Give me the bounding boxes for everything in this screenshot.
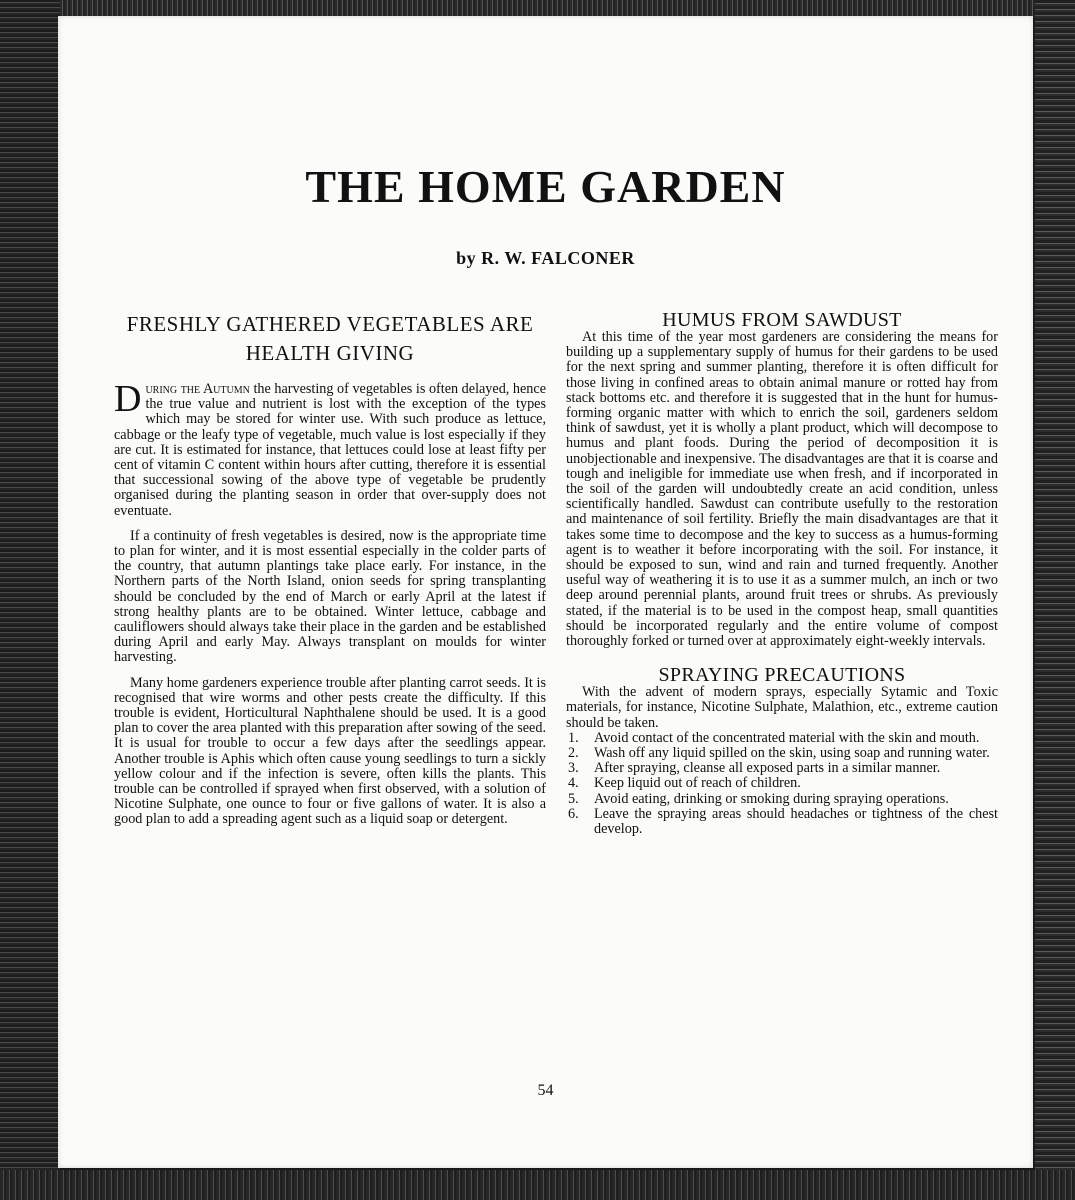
list-item (566, 792, 998, 807)
list-number: 6. (568, 805, 579, 822)
drop-cap: D (114, 378, 142, 420)
page-number: 54 (537, 1082, 554, 1099)
scan-border-bottom (0, 1170, 1075, 1200)
list-number: 3. (568, 760, 579, 777)
precautions-list (566, 731, 998, 837)
list-text: Wash off any liquid spilled on the skin, using soap and running water. (594, 745, 990, 762)
list-item (566, 731, 998, 746)
article-title: THE HOME GARDEN (305, 161, 786, 212)
list-item (566, 761, 998, 776)
section-heading-spraying: SPRAYING PRECAUTIONS (658, 664, 906, 687)
list-number: 2. (568, 745, 579, 762)
list-item (566, 807, 998, 837)
list-number: 1. (568, 729, 579, 746)
right-column (566, 306, 998, 837)
paragraph-winter-planning: If a continuity of fresh vegetables is desired, now is the appropriate time to plan for winter, and it is most essential especially in the colder parts of the country, that autumn plantings take place early. For instance, in the Northern parts of the North Island, onion seeds for spring transplanting should be concluded by the end of March or early April at the latest if strong healthy plants are to be obtained. Winter lettuce, cabbage and cauliflowers should always take their place in the garden and be established during April and early May. Always transplant on moulds for winter harvesting. (114, 527, 546, 666)
list-number: 5. (568, 790, 579, 807)
scan-border-right (1035, 0, 1075, 1200)
lead-in-smallcaps: uring the Autumn (145, 381, 250, 397)
paragraph-humus-sawdust: At this time of the year most gardeners are considering the means for building up a supplementary supply of humus for their gardens to be used for the next spring and summer planting, therefore it is often difficult for those living in confined areas to obtain animal manure or rotted hay from stack bottoms etc. and therefore it is suggested that in the hunt for humus-forming organic matter with which to enrich the soil, gardeners seldom think of sawdust, yet it is wholly a plant product, which will decompose to humus and plant foods. During the period of decomposition it is unobjectionable and inexpensive. The disadvantages are that it is coarse and tough and ineligible for immediate use when fresh, and if incorporated in the soil of the garden will undoubtedly create an acid condition, unless scientifically handled. Sawdust can contribute usefully to the restoration and maintenance of soil fertility. Briefly the main disadvantages are that it takes some time to decompose and the key to success as a humus-forming agent is to weather it before incorporating with the soil. For instance, it should be exposed to sun, wind and rain and turned frequently. Another useful way of weathering it is to use it as a summer mulch, an inch or two deep around perennial plants, around fruit trees or shrubs. As previously stated, if the material is to be used in the compost heap, small quantities should be incorporated regularly and the entire volume of compost thoroughly forked or turned over at approximately eight-weekly intervals. (566, 329, 998, 650)
list-number: 4. (568, 775, 579, 792)
paragraph-text: the harvesting of vegetables is often delayed, hence the true value and nutrient is lost with the exception of the types which may be stored for winter use. With such produce as lettuce, cabbage or the leafy type of vegetable, much value is lost especially if they are cut. It is estimated for instance, that lettuces could lose at least fifty per cent of vitamin C content within hours after cutting, therefore it is essential that successional sowing of the above type of vegetable be prudently organised during the planting season in order that over-supply does not eventuate. (114, 381, 546, 519)
magazine-page (58, 16, 1033, 1168)
paragraph-spraying-intro: With the advent of modern sprays, especially Sytamic and Toxic materials, for instance, Nicotine Sulphate, Malathion, etc., extreme caution should be taken. (566, 684, 998, 731)
list-item (566, 776, 998, 791)
paragraph-carrot-pests: Many home gardeners experience trouble after planting carrot seeds. It is recognised that wire worms and other pests create the difficulty. If this trouble is evident, Horticultural Naphthalene should be used. It is a good plan to cover the area planted with this preparation after sowing of the seed. It is usual for trouble to occur a few days after the seedlings appear. Another trouble is Aphis which often cause young seedlings to turn a sickly yellow colour and if the infection is severe, often kills the plants. This trouble can be controlled if sprayed when first observed, with a solution of Nicotine Sulphate, one ounce to four or five gallons of water. It is also a good plan to add a spreading agent such as a liquid soap or detergent. (114, 674, 546, 828)
section-heading-vegetables: FRESHLY GATHERED VEGETABLES ARE HEALTH GIVING (126, 312, 534, 365)
list-text: Keep liquid out of reach of children. (594, 775, 801, 792)
scan-border-left (0, 0, 60, 1200)
list-text: Avoid eating, drinking or smoking during spraying operations. (594, 790, 949, 807)
list-text: Avoid contact of the concentrated material with the skin and mouth. (594, 729, 980, 746)
article-byline: by R. W. FALCONER (456, 248, 635, 268)
paragraph-autumn-harvest (114, 378, 546, 519)
section-heading-sawdust: HUMUS FROM SAWDUST (662, 309, 902, 331)
list-text: Leave the spraying areas should headaches or tightness of the chest develop. (594, 805, 998, 838)
list-item (566, 746, 998, 761)
list-text: After spraying, cleanse all exposed parts in a similar manner. (594, 760, 941, 777)
left-column (114, 306, 546, 838)
